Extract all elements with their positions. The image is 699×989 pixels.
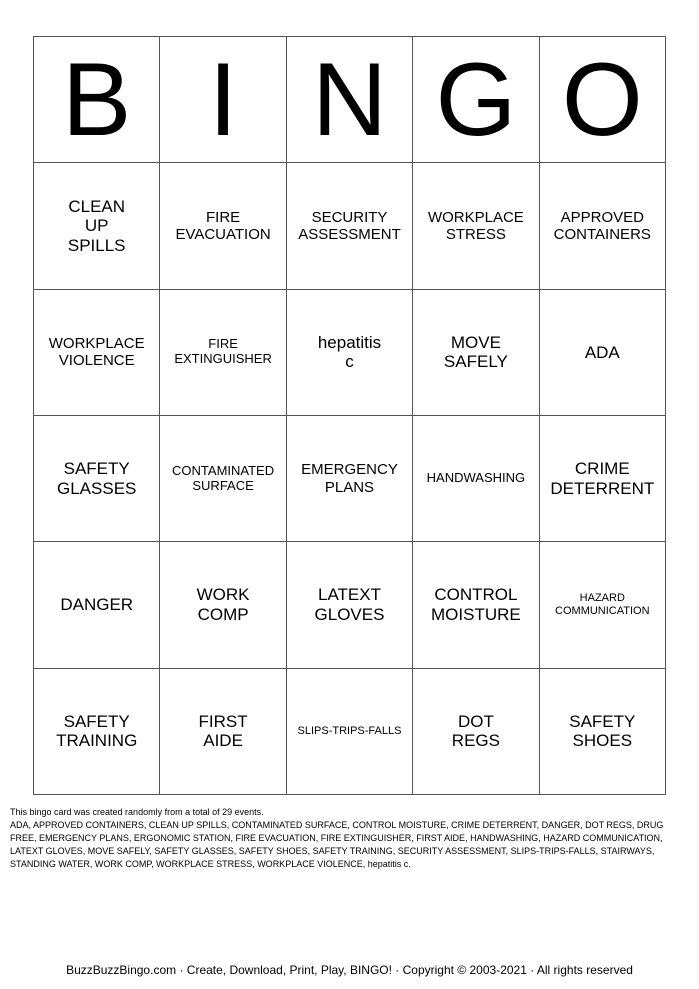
bingo-square: EMERGENCY PLANS xyxy=(287,416,413,542)
bingo-square: FIRST AIDE xyxy=(160,669,286,795)
bingo-square: ADA xyxy=(540,290,666,416)
bingo-square: DOT REGS xyxy=(413,669,539,795)
bingo-square: FIRE EXTINGUISHER xyxy=(160,290,286,416)
bingo-square: SECURITY ASSESSMENT xyxy=(287,163,413,289)
bingo-square: HAZARD COMMUNICATION xyxy=(540,542,666,668)
bingo-square: HANDWASHING xyxy=(413,416,539,542)
note-intro: This bingo card was created randomly from a total of 29 events. xyxy=(10,807,264,817)
bingo-square: WORKPLACE VIOLENCE xyxy=(34,290,160,416)
bingo-square: hepatitis c xyxy=(287,290,413,416)
bingo-square: MOVE SAFELY xyxy=(413,290,539,416)
bingo-square: CLEAN UP SPILLS xyxy=(34,163,160,289)
bingo-square: DANGER xyxy=(34,542,160,668)
bingo-square: SAFETY GLASSES xyxy=(34,416,160,542)
header-letter-o: O xyxy=(540,37,666,163)
bingo-square: LATEXT GLOVES xyxy=(287,542,413,668)
bingo-square: APPROVED CONTAINERS xyxy=(540,163,666,289)
header-letter-i: I xyxy=(160,37,286,163)
bingo-square: SLIPS-TRIPS-FALLS xyxy=(287,669,413,795)
bingo-card xyxy=(33,36,666,795)
bingo-square: CONTAMINATED SURFACE xyxy=(160,416,286,542)
copyright-footer: BuzzBuzzBingo.com · Create, Download, Print, Play, BINGO! · Copyright © 2003-2021 · All rights reserved xyxy=(66,963,633,977)
note-events: ADA, APPROVED CONTAINERS, CLEAN UP SPILLS, CONTAMINATED SURFACE, CONTROL MOISTURE, CRIME DETERRENT, DANGER, DOT REGS, DRUG FREE, EMERGENCY PLANS, ERGONOMIC STATION, FIRE EVACUATION, FIRE EXTINGUISHER, FIRST AIDE, HANDWASHING, HAZARD COMMUNICATION, LATEXT GLOVES, MOVE SAFELY, SAFETY GLASSES, SAFETY SHOES, SAFETY TRAINING, SECURITY ASSESSMENT, SLIPS-TRIPS-FALLS, STAIRWAYS, STANDING WATER, WORK COMP, WORKPLACE STRESS, WORKPLACE VIOLENCE, hepatitis c. xyxy=(10,820,664,869)
bingo-square: WORKPLACE STRESS xyxy=(413,163,539,289)
event-list-note xyxy=(10,806,690,871)
header-letter-b: B xyxy=(34,37,160,163)
bingo-square: FIRE EVACUATION xyxy=(160,163,286,289)
bingo-square: SAFETY SHOES xyxy=(540,669,666,795)
bingo-square: CRIME DETERRENT xyxy=(540,416,666,542)
header-letter-n: N xyxy=(287,37,413,163)
bingo-square: CONTROL MOISTURE xyxy=(413,542,539,668)
bingo-square: SAFETY TRAINING xyxy=(34,669,160,795)
header-letter-g: G xyxy=(413,37,539,163)
bingo-square: WORK COMP xyxy=(160,542,286,668)
